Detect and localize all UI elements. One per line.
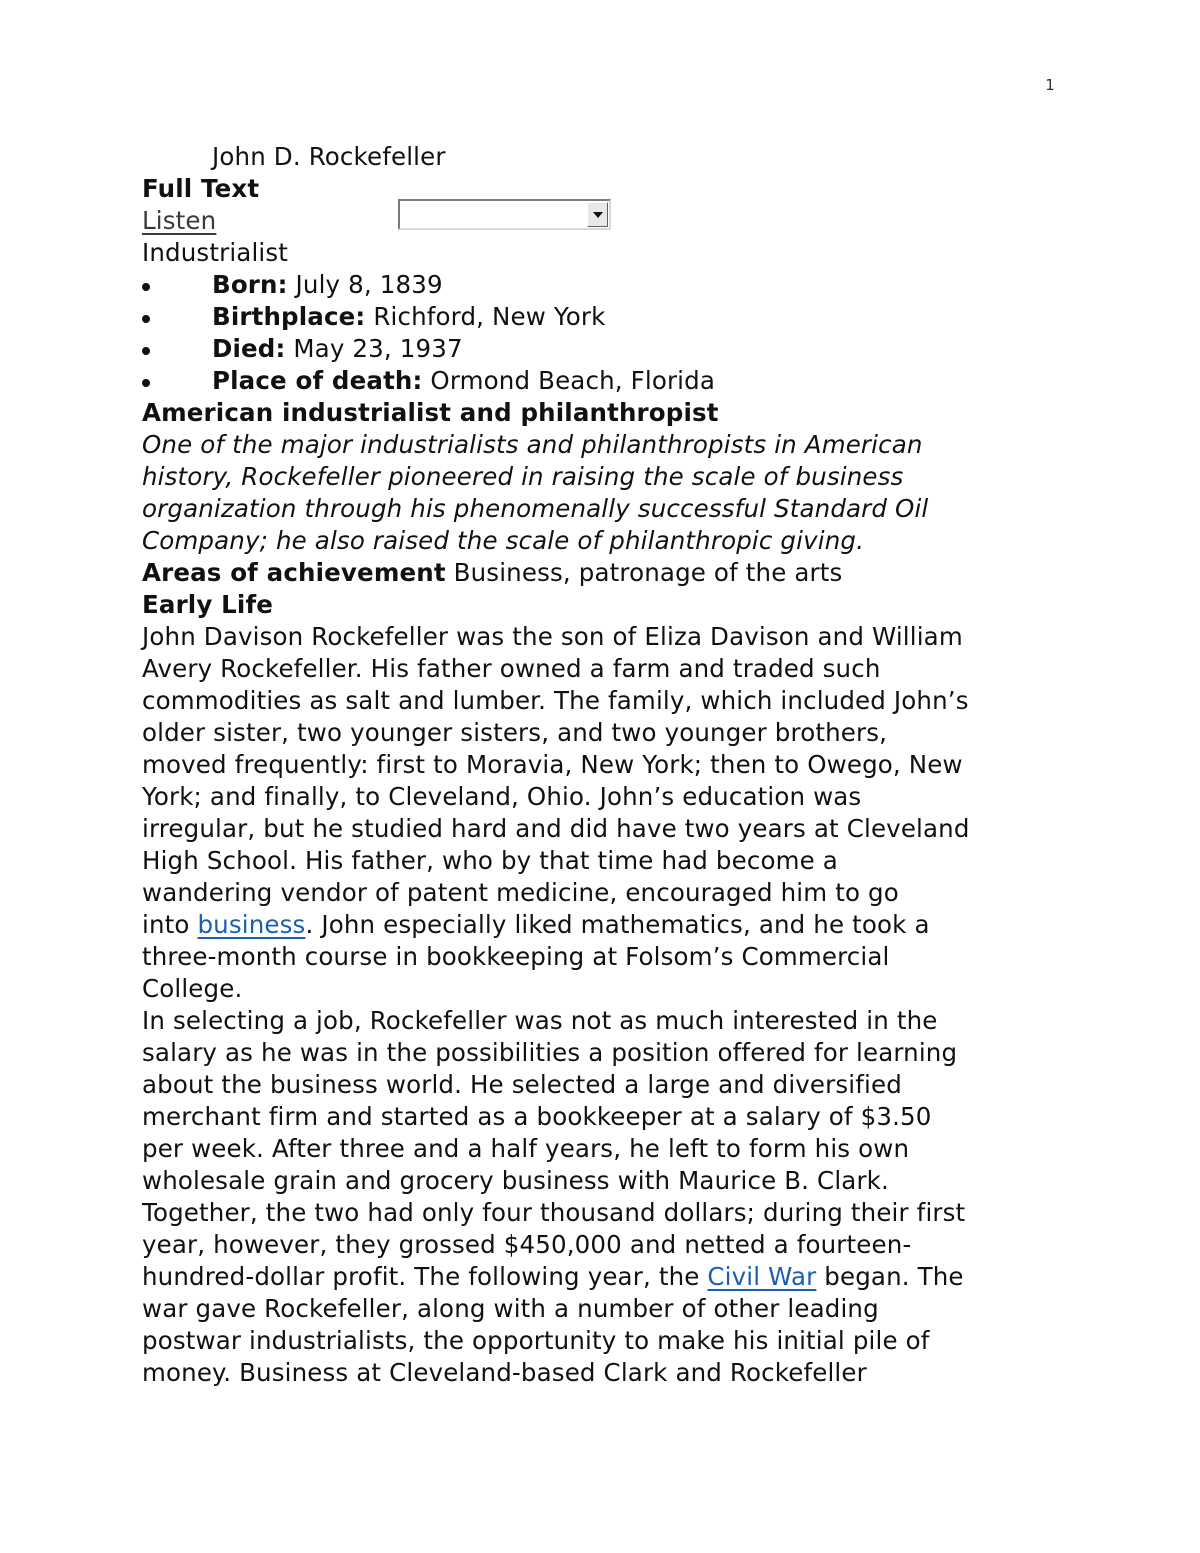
paragraph-first-job bbox=[142, 1005, 1062, 1389]
paragraph-early-life bbox=[142, 621, 1062, 1005]
page-number: 1 bbox=[1045, 76, 1055, 94]
civil-war-link[interactable]: Civil War bbox=[707, 1262, 817, 1291]
bullet-icon bbox=[142, 315, 150, 323]
text-line: Together, the two had only four thousand dollars; during their first bbox=[142, 1198, 966, 1227]
fact-label: Died: bbox=[212, 334, 286, 363]
text-line: money. Business at Cleveland-based Clark and Rockefeller bbox=[142, 1358, 867, 1387]
areas-value: Business, patronage of the arts bbox=[445, 558, 843, 587]
listen-row bbox=[142, 205, 1062, 237]
fact-value: Richford, New York bbox=[365, 302, 606, 331]
document-body bbox=[142, 141, 1062, 1389]
list-item bbox=[142, 365, 1062, 397]
areas-of-achievement bbox=[142, 557, 1062, 589]
facts-list bbox=[142, 269, 1062, 397]
text-fragment: . John especially liked mathematics, and he took a bbox=[305, 910, 930, 939]
text-line: moved frequently: first to Moravia, New York; then to Owego, New bbox=[142, 750, 963, 779]
text-line: Avery Rockefeller. His father owned a farm and traded such bbox=[142, 654, 881, 683]
fact-value: July 8, 1839 bbox=[287, 270, 443, 299]
areas-label: Areas of achievement bbox=[142, 558, 446, 587]
fact-label: Birthplace: bbox=[212, 302, 366, 331]
text-line: merchant firm and started as a bookkeeper at a salary of $3.50 bbox=[142, 1102, 932, 1131]
list-item bbox=[142, 301, 1062, 333]
text-fragment: began. The bbox=[816, 1262, 964, 1291]
document-subtitle: Full Text bbox=[142, 174, 260, 203]
text-fragment: hundred-dollar profit. The following year, the bbox=[142, 1262, 708, 1291]
text-line bbox=[142, 1261, 1062, 1293]
text-line: In selecting a job, Rockefeller was not as much interested in the bbox=[142, 1006, 938, 1035]
fact-value: May 23, 1937 bbox=[285, 334, 463, 363]
listen-link[interactable]: Listen bbox=[142, 206, 217, 235]
text-line bbox=[142, 909, 1062, 941]
summary-line: organization through his phenomenally successful Standard Oil bbox=[142, 494, 929, 523]
text-line: High School. His father, who by that time had become a bbox=[142, 846, 838, 875]
bullet-icon bbox=[142, 347, 150, 355]
bullet-icon bbox=[142, 283, 150, 291]
text-line: year, however, they grossed $450,000 and netted a fourteen- bbox=[142, 1230, 912, 1259]
text-line: College. bbox=[142, 974, 243, 1003]
document-title: John D. Rockefeller bbox=[212, 142, 446, 171]
text-line: York; and finally, to Cleveland, Ohio. John’s education was bbox=[142, 782, 862, 811]
text-line: three-month course in bookkeeping at Folsom’s Commercial bbox=[142, 942, 890, 971]
text-line: older sister, two younger sisters, and two younger brothers, bbox=[142, 718, 888, 747]
list-item bbox=[142, 333, 1062, 365]
text-line: wholesale grain and grocery business with Maurice B. Clark. bbox=[142, 1166, 889, 1195]
fact-value: Ormond Beach, Florida bbox=[422, 366, 716, 395]
fact-label: Born: bbox=[212, 270, 288, 299]
text-line: wandering vendor of patent medicine, encouraged him to go bbox=[142, 878, 899, 907]
text-line: war gave Rockefeller, along with a number of other leading bbox=[142, 1294, 879, 1323]
summary bbox=[142, 429, 1062, 557]
text-line: irregular, but he studied hard and did have two years at Cleveland bbox=[142, 814, 970, 843]
text-line: postwar industrialists, the opportunity to make his initial pile of bbox=[142, 1326, 930, 1355]
business-link[interactable]: business bbox=[197, 910, 306, 939]
list-item bbox=[142, 269, 1062, 301]
headline: American industrialist and philanthropist bbox=[142, 398, 719, 427]
summary-line: history, Rockefeller pioneered in raising the scale of business bbox=[142, 462, 904, 491]
text-line: per week. After three and a half years, he left to form his own bbox=[142, 1134, 910, 1163]
text-fragment: into bbox=[142, 910, 198, 939]
summary-line: Company; he also raised the scale of philanthropic giving. bbox=[142, 526, 865, 555]
category-label: Industrialist bbox=[142, 238, 289, 267]
language-select[interactable] bbox=[398, 199, 611, 230]
text-line: commodities as salt and lumber. The family, which included John’s bbox=[142, 686, 969, 715]
chevron-down-icon[interactable] bbox=[587, 202, 608, 227]
section-heading: Early Life bbox=[142, 590, 274, 619]
text-line: salary as he was in the possibilities a position offered for learning bbox=[142, 1038, 958, 1067]
fact-label: Place of death: bbox=[212, 366, 423, 395]
summary-line: One of the major industrialists and philanthropists in American bbox=[142, 430, 923, 459]
text-line: John Davison Rockefeller was the son of Eliza Davison and William bbox=[142, 622, 963, 651]
bullet-icon bbox=[142, 379, 150, 387]
text-line: about the business world. He selected a large and diversified bbox=[142, 1070, 902, 1099]
